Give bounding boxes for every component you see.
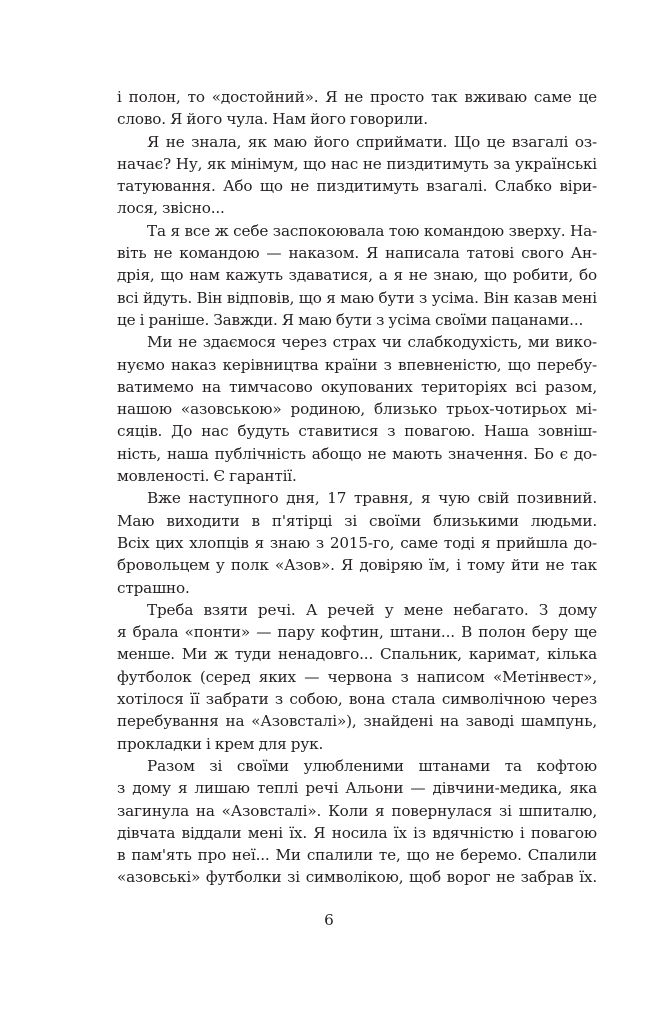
text-line: «азовські» футболки зі символікою, щоб ворог не забрав їх. [117,868,597,887]
text-line: Ми не здаємося через страх чи слабкодухість, ми вико- [147,333,597,352]
text-line: Я не знала, як маю його сприймати. Що це взагалі оз- [147,132,597,151]
text-line: сяців. До нас будуть ставитися з повагою. Наша зовніш- [117,422,597,441]
text-line: футболок (серед яких — червона з написом «Метінвест», [117,667,597,686]
text-line: татуювання. Або що не пиздитимуть взагалі. Слабко віри- [117,177,597,196]
text-line: ність, наша публічність абощо не мають значення. Бо є до- [117,444,597,463]
text-line: нашою «азовською» родиною, близько трьох-чотирьох мі- [117,400,597,419]
text-line: Всіх цих хлопців я знаю з 2015-го, саме тоді я прийшла до- [117,533,597,552]
text-line: це і раніше. Завжди. Я маю бути з усіма своїми пацанами... [117,310,584,329]
text-line: дрія, що нам кажуть здаватися, а я не знаю, що робити, бо [117,266,597,285]
text-line: Вже наступного дня, 17 травня, я чую свій позивний. [147,489,597,508]
text-line: з дому я лишаю теплі речі Альони — дівчини-медика, яка [117,779,597,798]
text-line: Маю виходити в п'ятірці зі своїми близькими людьми. [117,511,597,530]
text-line: мовленості. Є гарантії. [117,467,297,486]
text-line: ватимемо на тимчасово окупованих територіях всі разом, [117,377,597,396]
text-line: хотілося її забрати з собою, вона стала символічною через [117,690,597,709]
text-line: Разом зі своїми улюбленими штанами та кофтою [147,756,597,775]
text-line: лося, звісно... [117,199,225,218]
text-line: загинула на «Азовсталі». Коли я повернулася зі шпиталю, [117,801,597,820]
text-line: всі йдуть. Він відповів, що я маю бути з усіма. Він казав мені [117,288,597,307]
text-line: страшно. [117,578,190,597]
text-line: слово. Я його чула. Нам його говорили. [117,110,428,129]
text-line: Та я все ж себе заспокоювала тою командою зверху. На- [147,221,597,240]
page-number: 6 [324,911,334,929]
body-text [117,86,597,889]
text-line: начає? Ну, як мінімум, що нас не пиздитимуть за українські [117,154,597,173]
text-line: перебування на «Азовсталі»), знайдені на заводі шампунь, [117,712,597,731]
text-line: віть не командою — наказом. Я написала татові свого Ан- [117,244,597,263]
text-line: дівчата віддали мені їх. Я носила їх із вдячністю і повагою [117,823,597,842]
text-line: менше. Ми ж туди ненадовго... Спальник, каримат, кілька [117,645,597,664]
text-line: прокладки і крем для рук. [117,734,324,753]
text-line: я брала «понти» — пару кофтин, штани... В полон беру ще [117,623,597,642]
text-line: бровольцем у полк «Азов». Я довіряю їм, і тому йти не так [117,556,597,575]
text-line: Треба взяти речі. А речей у мене небагато. З дому [147,600,597,619]
text-line: і полон, то «достойний». Я не просто так вживаю саме це [117,88,597,106]
text-line: в пам'ять про неї... Ми спалили те, що не беремо. Спалили [117,846,597,865]
text-line: нуємо наказ керівництва країни з впевненістю, що перебу- [117,355,597,374]
